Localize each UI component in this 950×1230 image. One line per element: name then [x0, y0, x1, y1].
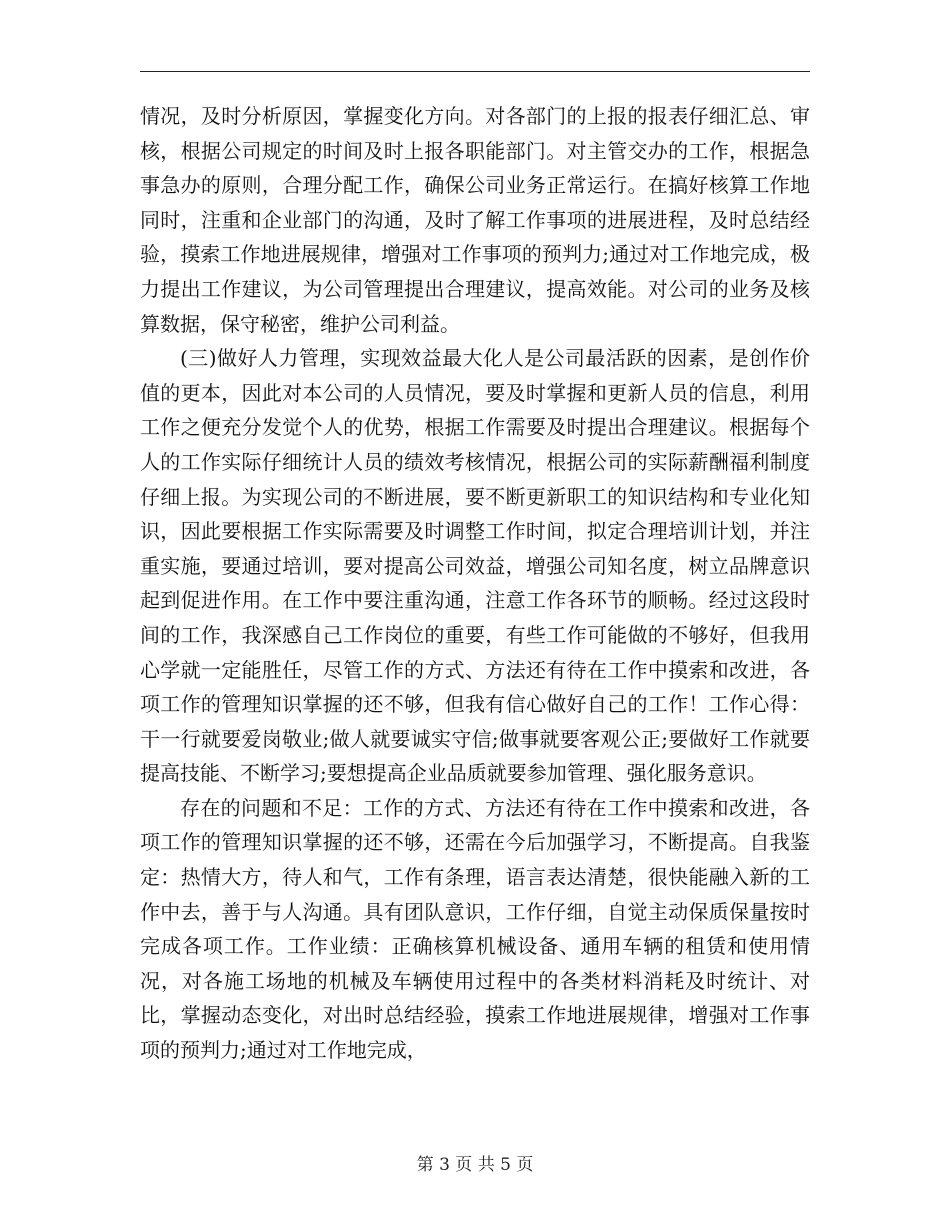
paragraph-3: 存在的问题和不足：工作的方式、方法还有待在工作中摸索和改进，各项工作的管理知识掌握的还不够，还需在今后加强学习，不断提高。自我鉴定：热情大方，待人和气，工作有条理，语言表达清楚，很快能融入新的工作中去，善于与人沟通。具有团队意识，工作仔细，自觉主动保质保量按时完成各项工作。工作业绩：正确核算机械设备、通用车辆的租赁和使用情况，对各施工场地的机械及车辆使用过程中的各类材料消耗及时统计、对比，掌握动态变化，对出时总结经验，摸索工作地进展规律，增强对工作事项的预判力;通过对工作地完成，	[140, 795, 810, 1063]
document-body	[140, 99, 810, 1068]
page-number-footer: 第 3 页 共 5 页	[416, 1155, 534, 1175]
paragraph-2: (三)做好人力管理，实现效益最大化人是公司最活跃的因素，是创作价值的更本，因此对本公司的人员情况，要及时掌握和更新人员的信息，利用工作之便充分发觉个人的优势，根据工作需要及时提出合理建议。根据每个人的工作实际仔细统计人员的绩效考核情况，根据公司的实际薪酬福利制度仔细上报。为实现公司的不断进展，要不断更新职工的知识结构和专业化知识，因此要根据工作实际需要及时调整工作时间，拟定合理培训计划，并注重实施，要通过培训，要对提高公司效益，增强公司知名度，树立品牌意识起到促进作用。在工作中要注重沟通，注意工作各环节的顺畅。经过这段时间的工作，我深感自己工作岗位的重要，有些工作可能做的不够好，但我用心学就一定能胜任，尽管工作的方式、方法还有待在工作中摸索和改进，各项工作的管理知识掌握的还不够，但我有信心做好自己的工作！工作心得：干一行就要爱岗敬业;做人就要诚实守信;做事就要客观公正;要做好工作就要提高技能、不断学习;要想提高企业品质就要参加管理、强化服务意识。	[140, 346, 810, 786]
header-rule	[140, 71, 810, 72]
paragraph-1: 情况，及时分析原因，掌握变化方向。对各部门的上报的报表仔细汇总、审核，根据公司规定的时间及时上报各职能部门。对主管交办的工作，根据急事急办的原则，合理分配工作，确保公司业务正常运行。在搞好核算工作地同时，注重和企业部门的沟通，及时了解工作事项的进展进程，及时总结经验，摸索工作地进展规律，增强对工作事项的预判力;通过对工作地完成，极力提出工作建议，为公司管理提出合理建议，提高效能。对公司的业务及核算数据，保守秘密，维护公司利益。	[140, 104, 810, 336]
